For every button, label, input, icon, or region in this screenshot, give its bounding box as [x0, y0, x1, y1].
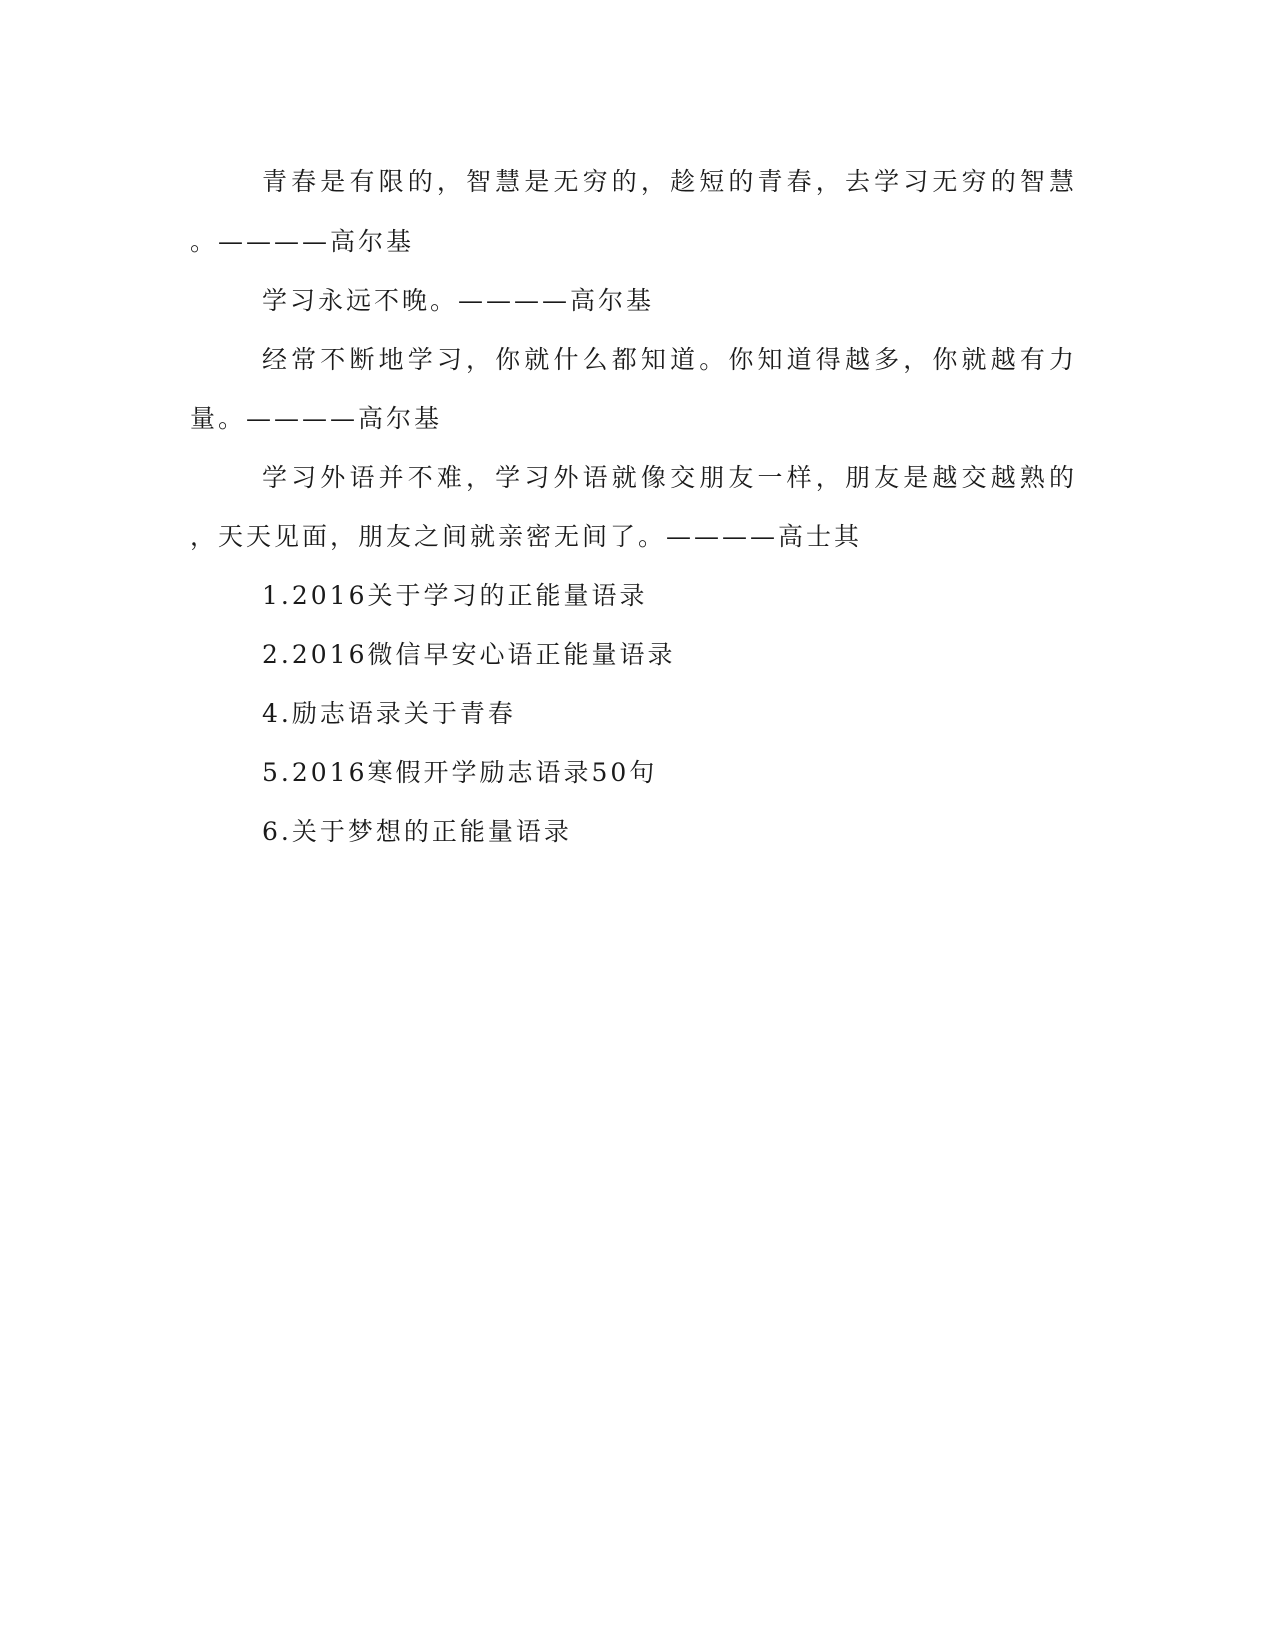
quote-3-line-1: 经常不断地学习，你就什么都知道。你知道得越多，你就越有力: [262, 345, 1074, 374]
related-link-item: 5.2016寒假开学励志语录50句: [262, 758, 658, 787]
related-link-item: 4.励志语录关于青春: [262, 699, 516, 728]
quote-1-line-1: 青春是有限的，智慧是无穷的，趁短的青春，去学习无穷的智慧: [262, 167, 1074, 196]
related-link-item: 2.2016微信早安心语正能量语录: [262, 640, 676, 669]
quote-3-line-2: 量。————高尔基: [190, 404, 443, 433]
quote-2-line-1: 学习永远不晚。————高尔基: [262, 286, 655, 315]
quote-4-line-1: 学习外语并不难，学习外语就像交朋友一样，朋友是越交越熟的: [262, 463, 1074, 492]
related-link-item: 1.2016关于学习的正能量语录: [262, 581, 648, 610]
quote-4-line-2: ，天天见面，朋友之间就亲密无间了。————高士其: [190, 522, 863, 551]
quote-1-line-2: 。————高尔基: [190, 227, 415, 256]
related-link-item: 6.关于梦想的正能量语录: [262, 817, 572, 846]
